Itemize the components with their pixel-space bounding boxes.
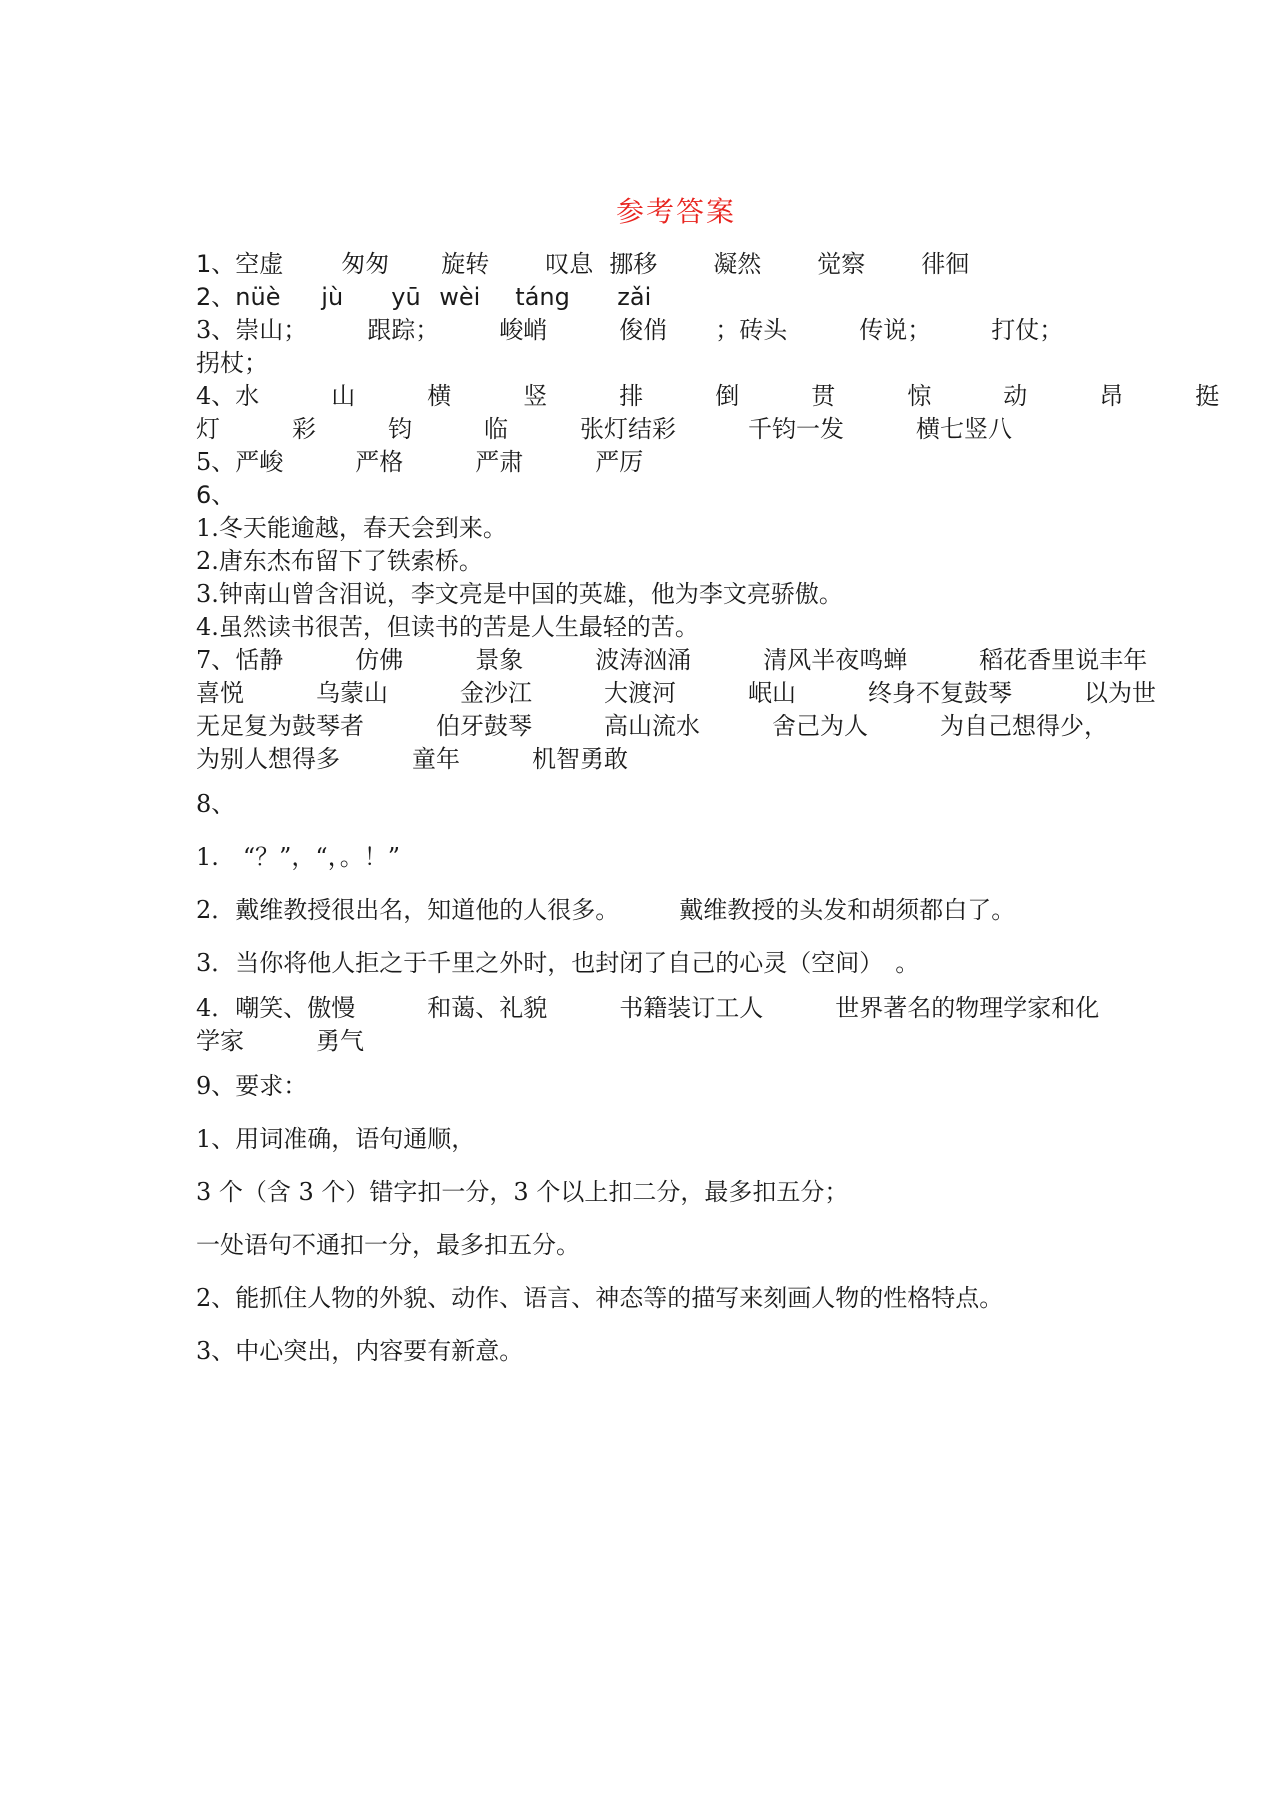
word: 挪移 (609, 250, 658, 278)
answer-9-heading: 9、要求： (196, 1072, 308, 1100)
pinyin: jù (321, 283, 344, 311)
answer-2-number: 2、 (196, 283, 236, 311)
pinyin: wèi (439, 283, 481, 311)
answer-3-line-2: 拐杖； (196, 349, 268, 377)
word: 匆匆 (341, 250, 390, 278)
answer-6-item: 4.虽然读书很苦，但读书的苦是人生最轻的苦。 (196, 613, 699, 641)
pinyin: táng (515, 283, 570, 311)
answer-7-line-3: 无足复为鼓琴者 伯牙鼓琴 高山流水 舍己为人 为自己想得少， (196, 712, 1108, 740)
answer-key-page (196, 190, 1220, 1368)
page-title: 参考答案 (615, 195, 736, 228)
word: 觉察 (817, 250, 866, 278)
word: 叹息 (545, 250, 594, 278)
answer-8-item-3: 3．当你将他人拒之于千里之外时，也封闭了自己的心灵（空间） 。 (196, 949, 920, 977)
requirement-item: 2、能抓住人物的外貌、动作、语言、神态等的描写来刻画人物的性格特点。 (196, 1284, 1004, 1312)
answer-6-number: 6、 (196, 481, 236, 509)
answer-6-item: 3.钟南山曾含泪说，李文亮是中国的英雄，他为李文亮骄傲。 (196, 580, 843, 608)
answer-8-item-2: 2．戴维教授很出名，知道他的人很多。 戴维教授的头发和胡须都白了。 (196, 896, 1016, 924)
pinyin: zǎi (617, 283, 652, 311)
word: 旋转 (441, 250, 490, 278)
requirement-item: 一处语句不通扣一分，最多扣五分。 (196, 1231, 580, 1259)
answer-2 (196, 281, 1096, 314)
answer-8-item-1: 1. “？”，“，。！” (196, 843, 400, 871)
word: 徘徊 (921, 250, 970, 278)
pinyin: yū (391, 283, 421, 311)
answer-6-item: 2.唐东杰布留下了铁索桥。 (196, 547, 483, 575)
answer-7-line-4: 为别人想得多 童年 机智勇敢 (196, 745, 628, 773)
answer-8-item-4-line-2: 学家 勇气 (196, 1027, 364, 1055)
answer-6-item: 1.冬天能逾越，春天会到来。 (196, 514, 507, 542)
answer-8-number: 8、 (196, 790, 236, 818)
answer-1 (196, 248, 1096, 281)
pinyin: nüè (235, 283, 281, 311)
requirement-item: 3 个（含 3 个）错字扣一分，3 个以上扣二分，最多扣五分； (196, 1178, 849, 1206)
answer-5: 5、严峻 严格 严肃 严厉 (196, 448, 644, 476)
answer-4-line-2: 灯 彩 钧 临 张灯结彩 千钧一发 横七竖八 (196, 415, 1012, 443)
answer-3-line-1: 3、崇山； 跟踪； 峻峭 俊俏 ；砖头 传说； 打仗； (196, 316, 1064, 344)
requirement-item: 1、用词准确，语句通顺， (196, 1125, 476, 1153)
word: 凝然 (713, 250, 762, 278)
answer-7-line-1: 7、恬静 仿佛 景象 波涛汹涌 清风半夜鸣蝉 稻花香里说丰年 (196, 646, 1148, 674)
requirement-item: 3、中心突出，内容要有新意。 (196, 1337, 524, 1365)
answer-4-line-1: 4、水 山 横 竖 排 倒 贯 惊 动 昂 挺 (196, 382, 1220, 410)
answer-7-line-2: 喜悦 乌蒙山 金沙江 大渡河 岷山 终身不复鼓琴 以为世 (196, 679, 1156, 707)
answer-1-number: 1、 (196, 250, 236, 278)
answer-8-item-4-line-1: 4．嘲笑、傲慢 和蔼、礼貌 书籍装订工人 世界著名的物理学家和化 (196, 994, 1100, 1022)
word: 空虚 (235, 250, 284, 278)
